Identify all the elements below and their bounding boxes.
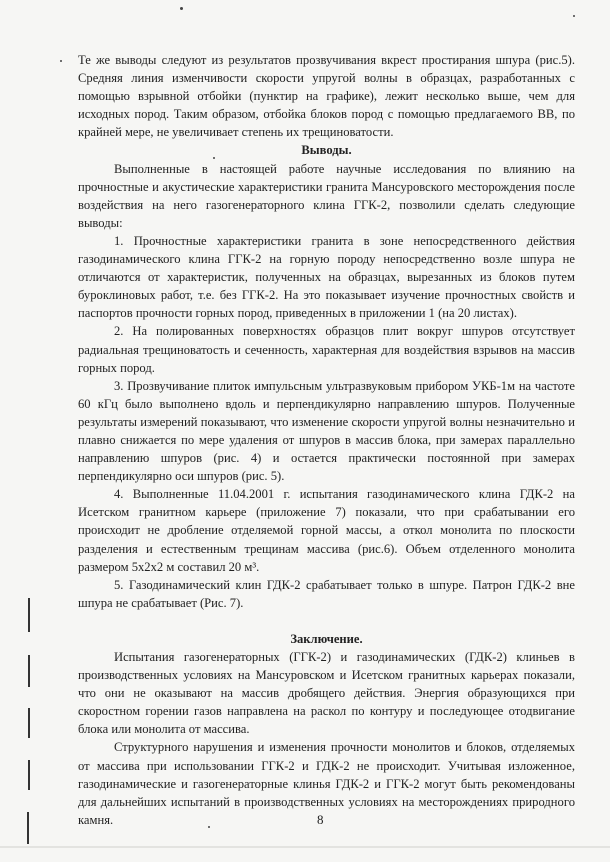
scan-edge [0, 846, 610, 848]
document-body [78, 51, 575, 829]
margin-mark [28, 760, 30, 790]
body-paragraph: Выполненные в настоящей работе научные исследования по влиянию на прочностные и акустические характеристики гранита Мансуровского месторождения после воздействия на него газогенераторного клина ГГК-2, позволили сделать следующие выводы: [78, 161, 575, 230]
section-heading: Выводы. [301, 143, 352, 158]
scan-speck [573, 15, 575, 17]
margin-mark [28, 598, 30, 632]
body-paragraph: 5. Газодинамический клин ГДК-2 срабатывает только в шпуре. Патрон ГДК-2 вне шпура не срабатывает (Рис. 7). [78, 577, 575, 610]
section-gap [78, 612, 575, 630]
body-paragraph: 2. На полированных поверхностях образцов плит вокруг шпуров отсутствует радиальная трещиноватость и сеченность, характерная для воздействия взрывов на массив горных пород. [78, 324, 575, 375]
body-paragraph: Те же выводы следуют из результатов прозвучивания вкрест простирания шпура (рис.5). Средняя линия изменчивости скорости упругой волны в образцах, разработанных с помощью взрывной отбойки (пунктир на графике), лежит несколько выше, чем для исходных пород. Таким образом, отбойка блоков пород с помощью предлагаемого ВВ, по крайней мере, не увеличивает степень их трещиноватости. [78, 53, 575, 140]
body-paragraph: 1. Прочностные характеристики гранита в зоне непосредственного действия газодинамического клина ГГК-2 на горную породу непосредственно возле шпура не отличаются от характеристик, полученных на образцах, вырезанных из блоков путем буроклиновых работ, т.е. без ГГК-2. На это показывает изучение прочностных свойств и паспортов прочности горных пород, приведенных в приложении 1 (на 20 листах). [78, 233, 575, 321]
body-paragraph: Испытания газогенераторных (ГГК-2) и газодинамических (ГДК-2) клиньев в производственных условиях на Мансуровском и Исетском гранитных карьерах показали, что они не оказывают на массив дробящего действия. Энергия образующихся при скоростном горении газов направлена на раскол по контуру и последующее отодвигание блока или монолита от массива. [78, 650, 575, 737]
page-number: 8 [317, 812, 324, 827]
scan-speck [180, 7, 183, 10]
margin-mark [28, 655, 30, 687]
section-heading: Заключение. [290, 631, 363, 646]
body-paragraph: 4. Выполненные 11.04.2001 г. испытания газодинамического клина ГДК-2 на Исетском гранитном карьере (приложение 7) показали, что при срабатывании его происходит не дробление отделяемой горной массы, а откол монолита по плоскости разделения и естественным трещинам массива (рис.6). Объем отделенного монолита размером 5х2х2 м составил 20 м³. [78, 487, 575, 574]
body-paragraph: 3. Прозвучивание плиток импульсным ультразвуковым прибором УКБ-1м на частоте 60 кГц было выполнено вдоль и перпендикулярно направлению шпуров. Полученные результаты измерений показывают, что изменение скорости упругой волны незначительно и плавно снижается по мере удаления от шпуров в массив блока, при замерах параллельно направлению шпуров (рис. 4) и остается практически постоянной при замерах перпендикулярно оси шпуров (рис. 5). [78, 378, 575, 484]
scan-speck [60, 60, 62, 62]
body-paragraph: Структурного нарушения и изменения прочности монолитов и блоков, отделяемых от массива при использовании ГГК-2 и ГДК-2 не происходит. Учитывая изложенное, газодинамические и газогенераторные клинья ГДК-2 и ГГК-2 могут быть рекомендованы для дальнейших испытаний в производственных условиях на месторождениях природного камня. [78, 740, 575, 827]
margin-mark [28, 708, 30, 738]
margin-mark [27, 812, 29, 844]
